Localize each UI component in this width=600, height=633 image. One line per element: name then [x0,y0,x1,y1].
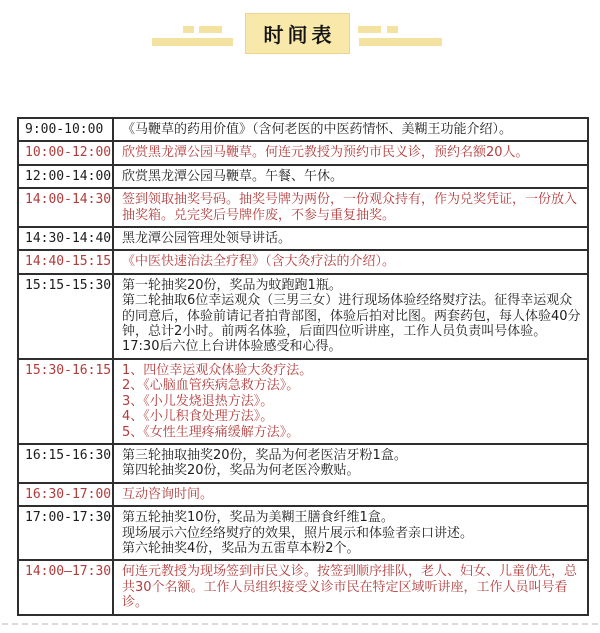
content-cell [114,360,587,443]
time-cell: 15:30-16:15 [19,360,114,443]
dash-decoration-icon [358,26,381,33]
schedule-text-line: 5、《女性生理疼痛缓解方法》。 [122,424,300,440]
schedule-text-line: 4、《小儿积食处理方法》。 [122,409,274,425]
table-row [19,251,587,274]
content-cell [114,119,587,140]
schedule-text-line: 互动咨询时间。 [122,486,214,502]
table-row [19,561,587,613]
table-row [19,142,587,165]
schedule-text-line: 欣赏黑龙潭公园马鞭草。午餐、午休。 [122,168,344,184]
table-row [19,484,587,507]
page-title-box [245,13,350,54]
schedule-text-line: 第六轮抽奖4份，奖品为五雷草本粉2个。 [122,540,360,556]
content-cell [114,507,587,559]
dash-decoration-icon [359,38,442,46]
content-cell [114,561,587,613]
table-row [19,445,587,484]
schedule-text-line: 3、《小儿发烧退热方法》。 [122,393,274,409]
schedule-text-line: 现场展示六位经络熨疗的效果，照片展示和体验者亲口讲述。 [122,525,474,541]
time-cell: 14:30-14:40 [19,228,114,249]
table-row [19,166,587,189]
schedule-text-line: 第五轮抽奖10份，奖品为美糊王膳食纤维1盒。 [122,510,394,526]
table-row [19,189,587,228]
content-cell [114,484,587,505]
schedule-text-line: 《马鞭草的药用价值》（含何老医的中医药情怀、美糊王功能介绍）。 [122,122,513,137]
content-cell [114,275,587,358]
timetable [17,117,589,616]
content-cell [114,189,587,226]
dash-decoration-icon [387,26,398,33]
dash-decoration-icon [183,26,194,33]
time-cell: 12:00-14:00 [19,166,114,187]
schedule-text-line: 第四轮抽奖20份，奖品为何老医冷敷贴。 [122,463,360,479]
time-cell: 15:15-15:30 [19,275,114,358]
time-cell: 17:00-17:30 [19,507,114,559]
schedule-text-line: 签到领取抽奖号码。抽奖号牌为两份，一份观众持有，作为兑奖凭证，一份放入抽奖箱。兑完奖后号牌作废，不参与重复抽奖。 [122,192,578,223]
content-cell [114,166,587,187]
schedule-text-line: 第一轮抽奖20份，奖品为蚊跑跑1瓶。 [122,277,342,293]
schedule-text-line: 第二轮抽取6位幸运观众（三男三女）进行现场体验经络熨疗法。征得幸运观众的同意后，体验前请记者拍背部图，体验后拍对比图。两套药包，每人体验40分钟，总计2小时。前两名体验，后面四位听讲座，工作人员负责叫号体验。17:30后六位上台讲体验感受和心得。 [122,293,581,355]
content-cell [114,251,587,272]
schedule-text-line: 欣赏黑龙潭公园马鞭草。何连元教授为预约市民义诊，预约名额20人。 [122,145,529,161]
table-row [19,228,587,251]
schedule-text-line: 2、《心脑血管疾病急救方法》。 [122,378,300,394]
time-cell: 14:00—17:30 [19,561,114,613]
content-cell [114,445,587,482]
time-cell: 14:00-14:30 [19,189,114,226]
schedule-text-line: 《中医快速治法全疗程》（含大灸疗法的介绍）。 [122,254,396,270]
table-row [19,119,587,142]
schedule-text-line: 黑龙潭公园管理处领导讲话。 [122,231,292,247]
time-cell: 10:00-12:00 [19,142,114,163]
content-cell [114,228,587,249]
table-row [19,507,587,561]
content-cell [114,142,587,163]
dash-decoration-icon [199,26,222,33]
time-cell: 9:00-10:00 [19,119,114,140]
time-cell: 16:30-17:00 [19,484,114,505]
time-cell: 16:15-16:30 [19,445,114,482]
time-cell: 14:40-15:15 [19,251,114,272]
dash-decoration-icon [152,38,233,46]
page-bottom-dashed-divider [2,623,598,625]
table-row [19,360,587,445]
schedule-text-line: 何连元教授为现场签到市民义诊。按签到顺序排队，老人、妇女、儿童优先，总共30个名额。工作人员组织接受义诊市民在特定区域听讲座，工作人员叫号看诊。 [122,564,578,611]
schedule-text-line: 第三轮抽取抽奖20份，奖品为何老医洁牙粉1盒。 [122,447,407,463]
schedule-text-line: 1、四位幸运观众体验大灸疗法。 [122,362,313,378]
page-title: 时间表 [263,23,336,47]
table-row [19,275,587,360]
